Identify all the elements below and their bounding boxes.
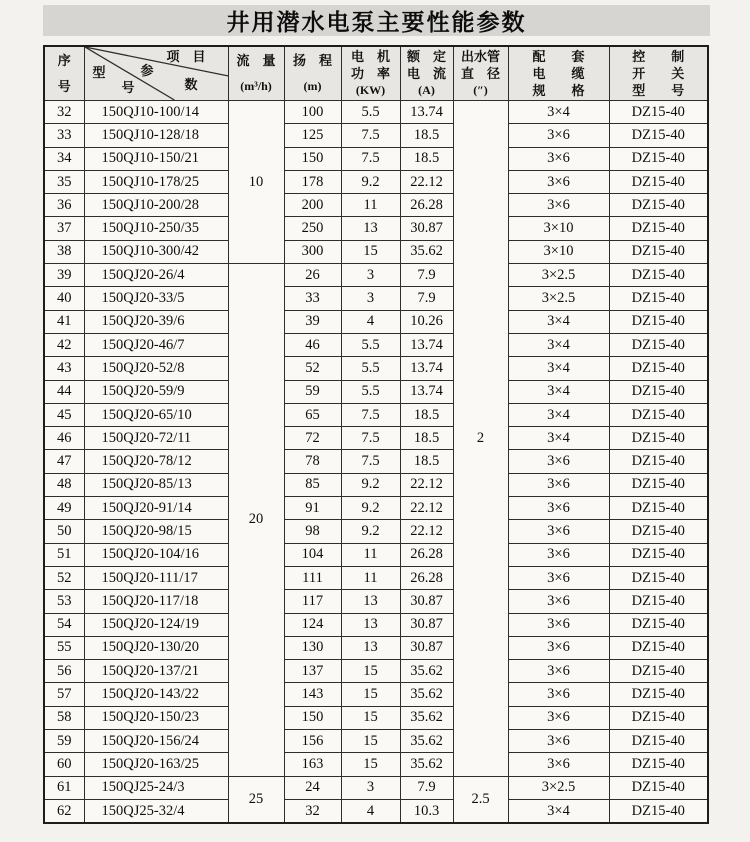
cell-cable: 3×6 bbox=[508, 194, 609, 217]
cell-head: 156 bbox=[284, 730, 341, 753]
header-line: 直 径 bbox=[460, 66, 500, 81]
cell-power: 5.5 bbox=[341, 380, 400, 403]
cell-power: 4 bbox=[341, 310, 400, 333]
header-diameter bbox=[453, 46, 508, 101]
cell-current: 22.12 bbox=[400, 170, 453, 193]
cell-head: 52 bbox=[284, 357, 341, 380]
cell-power: 11 bbox=[341, 543, 400, 566]
cell-current: 35.62 bbox=[400, 706, 453, 729]
cell-head: 85 bbox=[284, 473, 341, 496]
diagonal-label-project: 项 目 bbox=[166, 49, 206, 64]
cell-power: 11 bbox=[341, 566, 400, 589]
cell-cable: 3×6 bbox=[508, 566, 609, 589]
cell-cable: 3×6 bbox=[508, 706, 609, 729]
header-row bbox=[44, 46, 708, 101]
cell-model: 150QJ20-130/20 bbox=[84, 636, 228, 659]
header-line: 扬 程 bbox=[292, 53, 332, 69]
cell-model: 150QJ20-33/5 bbox=[84, 287, 228, 310]
cell-power: 13 bbox=[341, 613, 400, 636]
cell-cable: 3×6 bbox=[508, 450, 609, 473]
cell-cable: 3×6 bbox=[508, 753, 609, 776]
header-line: 型 号 bbox=[632, 83, 685, 98]
header-line: (A) bbox=[418, 83, 435, 97]
cell-cable: 3×2.5 bbox=[508, 776, 609, 799]
cell-current: 30.87 bbox=[400, 217, 453, 240]
cell-switch: DZ15-40 bbox=[609, 613, 708, 636]
header-line: 电 缆 bbox=[532, 66, 585, 81]
cell-model: 150QJ20-117/18 bbox=[84, 590, 228, 613]
cell-head: 59 bbox=[284, 380, 341, 403]
cell-switch: DZ15-40 bbox=[609, 101, 708, 124]
cell-switch: DZ15-40 bbox=[609, 706, 708, 729]
cell-current: 18.5 bbox=[400, 427, 453, 450]
cell-serial: 57 bbox=[44, 683, 84, 706]
cell-switch: DZ15-40 bbox=[609, 636, 708, 659]
cell-power: 9.2 bbox=[341, 520, 400, 543]
cell-switch: DZ15-40 bbox=[609, 520, 708, 543]
cell-cable: 3×4 bbox=[508, 101, 609, 124]
cell-current: 10.26 bbox=[400, 310, 453, 333]
cell-cable: 3×10 bbox=[508, 240, 609, 263]
table-row bbox=[44, 194, 708, 217]
cell-head: 33 bbox=[284, 287, 341, 310]
cell-model: 150QJ20-150/23 bbox=[84, 706, 228, 729]
cell-cable: 3×4 bbox=[508, 310, 609, 333]
cell-power: 3 bbox=[341, 264, 400, 287]
cell-model: 150QJ20-52/8 bbox=[84, 357, 228, 380]
header-line: 配 套 bbox=[532, 49, 585, 64]
cell-serial: 48 bbox=[44, 473, 84, 496]
cell-head: 178 bbox=[284, 170, 341, 193]
cell-serial: 52 bbox=[44, 566, 84, 589]
cell-power: 7.5 bbox=[341, 427, 400, 450]
cell-current: 30.87 bbox=[400, 636, 453, 659]
cell-serial: 53 bbox=[44, 590, 84, 613]
cell-model: 150QJ20-111/17 bbox=[84, 566, 228, 589]
cell-switch: DZ15-40 bbox=[609, 660, 708, 683]
cell-current: 13.74 bbox=[400, 101, 453, 124]
cell-serial: 36 bbox=[44, 194, 84, 217]
table-row bbox=[44, 170, 708, 193]
cell-current: 18.5 bbox=[400, 450, 453, 473]
table-row bbox=[44, 124, 708, 147]
cell-serial: 56 bbox=[44, 660, 84, 683]
cell-serial: 45 bbox=[44, 403, 84, 426]
cell-serial: 39 bbox=[44, 264, 84, 287]
cell-serial: 59 bbox=[44, 730, 84, 753]
table-row bbox=[44, 636, 708, 659]
cell-cable: 3×6 bbox=[508, 147, 609, 170]
cell-cable: 3×6 bbox=[508, 613, 609, 636]
cell-head: 150 bbox=[284, 706, 341, 729]
cell-power: 15 bbox=[341, 240, 400, 263]
table-row bbox=[44, 566, 708, 589]
table-row bbox=[44, 264, 708, 287]
cell-power: 4 bbox=[341, 799, 400, 823]
cell-power: 7.5 bbox=[341, 124, 400, 147]
pump-parameters-table bbox=[43, 45, 709, 824]
cell-model: 150QJ20-137/21 bbox=[84, 660, 228, 683]
cell-serial: 50 bbox=[44, 520, 84, 543]
cell-model: 150QJ20-39/6 bbox=[84, 310, 228, 333]
cell-serial: 47 bbox=[44, 450, 84, 473]
cell-cable: 3×4 bbox=[508, 427, 609, 450]
header-power bbox=[341, 46, 400, 101]
table-row bbox=[44, 147, 708, 170]
table-row bbox=[44, 613, 708, 636]
table-row bbox=[44, 776, 708, 799]
table-row bbox=[44, 683, 708, 706]
header-cable bbox=[508, 46, 609, 101]
cell-flow-merged: 25 bbox=[228, 776, 284, 823]
table-row bbox=[44, 799, 708, 823]
cell-power: 9.2 bbox=[341, 473, 400, 496]
cell-switch: DZ15-40 bbox=[609, 333, 708, 356]
cell-head: 98 bbox=[284, 520, 341, 543]
cell-head: 46 bbox=[284, 333, 341, 356]
diagonal-label-model-top: 型 bbox=[92, 65, 106, 80]
cell-serial: 58 bbox=[44, 706, 84, 729]
cell-cable: 3×6 bbox=[508, 170, 609, 193]
cell-power: 5.5 bbox=[341, 101, 400, 124]
table-row bbox=[44, 660, 708, 683]
page-title: 井用潜水电泵主要性能参数 bbox=[43, 5, 710, 36]
cell-head: 125 bbox=[284, 124, 341, 147]
table-row bbox=[44, 730, 708, 753]
cell-current: 26.28 bbox=[400, 543, 453, 566]
header-line: 电 机 bbox=[350, 49, 390, 64]
cell-cable: 3×4 bbox=[508, 799, 609, 823]
cell-cable: 3×6 bbox=[508, 543, 609, 566]
cell-switch: DZ15-40 bbox=[609, 170, 708, 193]
table-row bbox=[44, 706, 708, 729]
cell-switch: DZ15-40 bbox=[609, 543, 708, 566]
cell-model: 150QJ20-65/10 bbox=[84, 403, 228, 426]
header-flow bbox=[228, 46, 284, 101]
diagonal-label-model-bottom: 号 bbox=[121, 80, 135, 95]
cell-switch: DZ15-40 bbox=[609, 310, 708, 333]
cell-cable: 3×4 bbox=[508, 357, 609, 380]
cell-head: 143 bbox=[284, 683, 341, 706]
cell-cable: 3×6 bbox=[508, 636, 609, 659]
header-line: 号 bbox=[57, 78, 71, 94]
cell-model: 150QJ10-128/18 bbox=[84, 124, 228, 147]
cell-power: 15 bbox=[341, 660, 400, 683]
cell-model: 150QJ10-100/14 bbox=[84, 101, 228, 124]
cell-current: 30.87 bbox=[400, 590, 453, 613]
cell-power: 13 bbox=[341, 636, 400, 659]
cell-model: 150QJ10-200/28 bbox=[84, 194, 228, 217]
cell-serial: 40 bbox=[44, 287, 84, 310]
cell-power: 15 bbox=[341, 706, 400, 729]
cell-head: 250 bbox=[284, 217, 341, 240]
cell-cable: 3×6 bbox=[508, 124, 609, 147]
diagonal-label-param-top: 参 bbox=[140, 63, 154, 78]
cell-power: 9.2 bbox=[341, 497, 400, 520]
header-line: 功 率 bbox=[350, 66, 390, 81]
cell-cable: 3×4 bbox=[508, 403, 609, 426]
cell-model: 150QJ20-143/22 bbox=[84, 683, 228, 706]
table-row bbox=[44, 753, 708, 776]
cell-head: 100 bbox=[284, 101, 341, 124]
cell-cable: 3×6 bbox=[508, 683, 609, 706]
cell-head: 130 bbox=[284, 636, 341, 659]
cell-power: 15 bbox=[341, 730, 400, 753]
cell-head: 300 bbox=[284, 240, 341, 263]
cell-switch: DZ15-40 bbox=[609, 683, 708, 706]
cell-cable: 3×6 bbox=[508, 660, 609, 683]
cell-power: 5.5 bbox=[341, 357, 400, 380]
cell-switch: DZ15-40 bbox=[609, 497, 708, 520]
cell-model: 150QJ20-163/25 bbox=[84, 753, 228, 776]
cell-switch: DZ15-40 bbox=[609, 566, 708, 589]
cell-head: 200 bbox=[284, 194, 341, 217]
cell-diameter-merged: 2 bbox=[453, 101, 508, 777]
header-line: 序 bbox=[57, 53, 71, 69]
cell-switch: DZ15-40 bbox=[609, 403, 708, 426]
table-row bbox=[44, 217, 708, 240]
cell-current: 7.9 bbox=[400, 776, 453, 799]
cell-model: 150QJ20-104/16 bbox=[84, 543, 228, 566]
table-row bbox=[44, 333, 708, 356]
cell-model: 150QJ20-85/13 bbox=[84, 473, 228, 496]
table-row bbox=[44, 101, 708, 124]
cell-serial: 55 bbox=[44, 636, 84, 659]
header-serial bbox=[44, 46, 84, 101]
cell-model: 150QJ20-124/19 bbox=[84, 613, 228, 636]
cell-head: 137 bbox=[284, 660, 341, 683]
cell-current: 18.5 bbox=[400, 124, 453, 147]
cell-power: 13 bbox=[341, 590, 400, 613]
diagonal-label-param-bottom: 数 bbox=[184, 77, 198, 92]
cell-serial: 54 bbox=[44, 613, 84, 636]
cell-model: 150QJ20-72/11 bbox=[84, 427, 228, 450]
cell-model: 150QJ10-178/25 bbox=[84, 170, 228, 193]
cell-serial: 34 bbox=[44, 147, 84, 170]
cell-model: 150QJ20-26/4 bbox=[84, 264, 228, 287]
cell-head: 111 bbox=[284, 566, 341, 589]
cell-head: 39 bbox=[284, 310, 341, 333]
table-row bbox=[44, 473, 708, 496]
cell-head: 104 bbox=[284, 543, 341, 566]
cell-serial: 62 bbox=[44, 799, 84, 823]
cell-current: 26.28 bbox=[400, 194, 453, 217]
cell-switch: DZ15-40 bbox=[609, 194, 708, 217]
cell-model: 150QJ10-300/42 bbox=[84, 240, 228, 263]
cell-model: 150QJ25-24/3 bbox=[84, 776, 228, 799]
cell-serial: 33 bbox=[44, 124, 84, 147]
cell-power: 11 bbox=[341, 194, 400, 217]
table-row bbox=[44, 543, 708, 566]
cell-current: 13.74 bbox=[400, 333, 453, 356]
header-line: (m) bbox=[303, 78, 322, 93]
cell-model: 150QJ20-91/14 bbox=[84, 497, 228, 520]
cell-current: 13.74 bbox=[400, 357, 453, 380]
cell-head: 117 bbox=[284, 590, 341, 613]
cell-serial: 37 bbox=[44, 217, 84, 240]
diagonal-lines bbox=[85, 47, 228, 100]
cell-cable: 3×4 bbox=[508, 333, 609, 356]
cell-current: 18.5 bbox=[400, 147, 453, 170]
header-switch bbox=[609, 46, 708, 101]
cell-power: 7.5 bbox=[341, 450, 400, 473]
table-row bbox=[44, 450, 708, 473]
cell-head: 65 bbox=[284, 403, 341, 426]
cell-head: 150 bbox=[284, 147, 341, 170]
header-line: 开 关 bbox=[632, 66, 685, 81]
cell-serial: 35 bbox=[44, 170, 84, 193]
cell-switch: DZ15-40 bbox=[609, 427, 708, 450]
cell-model: 150QJ10-150/21 bbox=[84, 147, 228, 170]
cell-cable: 3×2.5 bbox=[508, 287, 609, 310]
header-line: (″) bbox=[473, 83, 488, 97]
cell-head: 26 bbox=[284, 264, 341, 287]
cell-cable: 3×6 bbox=[508, 730, 609, 753]
cell-model: 150QJ20-156/24 bbox=[84, 730, 228, 753]
table-row bbox=[44, 590, 708, 613]
cell-current: 18.5 bbox=[400, 403, 453, 426]
cell-switch: DZ15-40 bbox=[609, 730, 708, 753]
cell-power: 7.5 bbox=[341, 147, 400, 170]
cell-model: 150QJ10-250/35 bbox=[84, 217, 228, 240]
cell-serial: 32 bbox=[44, 101, 84, 124]
cell-serial: 41 bbox=[44, 310, 84, 333]
cell-switch: DZ15-40 bbox=[609, 124, 708, 147]
cell-flow-merged: 20 bbox=[228, 264, 284, 777]
cell-current: 22.12 bbox=[400, 473, 453, 496]
cell-power: 7.5 bbox=[341, 403, 400, 426]
header-model-diagonal bbox=[84, 46, 228, 101]
header-line: 流 量 bbox=[236, 53, 276, 69]
cell-serial: 44 bbox=[44, 380, 84, 403]
cell-model: 150QJ20-98/15 bbox=[84, 520, 228, 543]
cell-current: 35.62 bbox=[400, 730, 453, 753]
cell-current: 7.9 bbox=[400, 264, 453, 287]
cell-current: 22.12 bbox=[400, 520, 453, 543]
cell-power: 13 bbox=[341, 217, 400, 240]
table-row bbox=[44, 240, 708, 263]
cell-model: 150QJ25-32/4 bbox=[84, 799, 228, 823]
cell-switch: DZ15-40 bbox=[609, 753, 708, 776]
cell-current: 35.62 bbox=[400, 753, 453, 776]
cell-power: 3 bbox=[341, 287, 400, 310]
cell-head: 72 bbox=[284, 427, 341, 450]
table-row bbox=[44, 520, 708, 543]
cell-current: 22.12 bbox=[400, 497, 453, 520]
cell-current: 7.9 bbox=[400, 287, 453, 310]
cell-power: 9.2 bbox=[341, 170, 400, 193]
cell-switch: DZ15-40 bbox=[609, 357, 708, 380]
cell-diameter-merged: 2.5 bbox=[453, 776, 508, 823]
cell-power: 15 bbox=[341, 753, 400, 776]
diagonal-line-upper bbox=[85, 47, 228, 76]
cell-switch: DZ15-40 bbox=[609, 473, 708, 496]
header-line: (KW) bbox=[355, 83, 386, 97]
cell-model: 150QJ20-78/12 bbox=[84, 450, 228, 473]
cell-current: 30.87 bbox=[400, 613, 453, 636]
header-head bbox=[284, 46, 341, 101]
cell-head: 24 bbox=[284, 776, 341, 799]
cell-head: 163 bbox=[284, 753, 341, 776]
table-row bbox=[44, 427, 708, 450]
cell-current: 35.62 bbox=[400, 240, 453, 263]
cell-current: 10.3 bbox=[400, 799, 453, 823]
cell-switch: DZ15-40 bbox=[609, 264, 708, 287]
cell-current: 35.62 bbox=[400, 683, 453, 706]
cell-switch: DZ15-40 bbox=[609, 147, 708, 170]
table-row bbox=[44, 403, 708, 426]
cell-power: 15 bbox=[341, 683, 400, 706]
cell-serial: 61 bbox=[44, 776, 84, 799]
cell-power: 5.5 bbox=[341, 333, 400, 356]
cell-serial: 38 bbox=[44, 240, 84, 263]
cell-head: 78 bbox=[284, 450, 341, 473]
cell-current: 35.62 bbox=[400, 660, 453, 683]
cell-head: 91 bbox=[284, 497, 341, 520]
header-line: 电 流 bbox=[406, 66, 446, 81]
cell-switch: DZ15-40 bbox=[609, 590, 708, 613]
cell-flow-merged: 10 bbox=[228, 101, 284, 264]
header-line: (m³/h) bbox=[240, 78, 272, 93]
header-current bbox=[400, 46, 453, 101]
cell-switch: DZ15-40 bbox=[609, 240, 708, 263]
cell-switch: DZ15-40 bbox=[609, 776, 708, 799]
cell-cable: 3×6 bbox=[508, 497, 609, 520]
header-line: 控 制 bbox=[632, 49, 685, 64]
table-row bbox=[44, 310, 708, 333]
table-row bbox=[44, 357, 708, 380]
cell-cable: 3×10 bbox=[508, 217, 609, 240]
cell-current: 13.74 bbox=[400, 380, 453, 403]
cell-head: 124 bbox=[284, 613, 341, 636]
cell-serial: 46 bbox=[44, 427, 84, 450]
cell-model: 150QJ20-59/9 bbox=[84, 380, 228, 403]
cell-switch: DZ15-40 bbox=[609, 450, 708, 473]
cell-serial: 49 bbox=[44, 497, 84, 520]
cell-switch: DZ15-40 bbox=[609, 799, 708, 823]
cell-serial: 43 bbox=[44, 357, 84, 380]
cell-cable: 3×6 bbox=[508, 520, 609, 543]
cell-switch: DZ15-40 bbox=[609, 217, 708, 240]
table-row bbox=[44, 287, 708, 310]
table-row bbox=[44, 380, 708, 403]
cell-power: 3 bbox=[341, 776, 400, 799]
header-line: 规 格 bbox=[532, 83, 585, 98]
cell-model: 150QJ20-46/7 bbox=[84, 333, 228, 356]
cell-switch: DZ15-40 bbox=[609, 287, 708, 310]
table-row bbox=[44, 497, 708, 520]
cell-cable: 3×6 bbox=[508, 590, 609, 613]
header-line: 出水管 bbox=[460, 49, 500, 64]
cell-serial: 60 bbox=[44, 753, 84, 776]
cell-current: 26.28 bbox=[400, 566, 453, 589]
cell-cable: 3×6 bbox=[508, 473, 609, 496]
cell-cable: 3×2.5 bbox=[508, 264, 609, 287]
cell-serial: 42 bbox=[44, 333, 84, 356]
header-line: 额 定 bbox=[406, 49, 446, 64]
cell-head: 32 bbox=[284, 799, 341, 823]
cell-serial: 51 bbox=[44, 543, 84, 566]
cell-switch: DZ15-40 bbox=[609, 380, 708, 403]
cell-cable: 3×4 bbox=[508, 380, 609, 403]
